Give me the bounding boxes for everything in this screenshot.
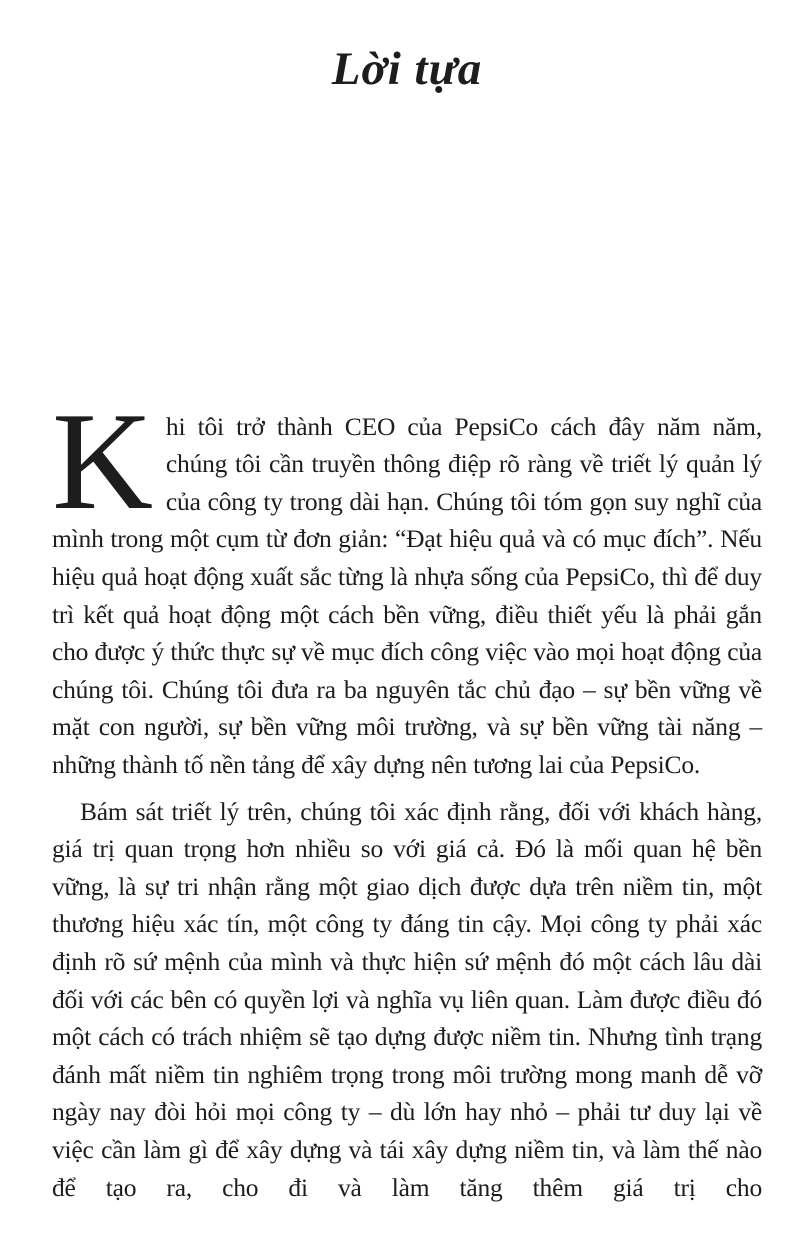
page-body <box>52 383 762 1206</box>
paragraph-1 <box>52 383 762 784</box>
page-title: Lời tựa <box>331 43 483 95</box>
paragraph-2: Bám sát triết lý trên, chúng tôi xác định rằng, đối với khách hàng, giá trị quan trọng hơn nhiều so với giá cả. Đó là mối quan hệ bền vững, là sự tri nhận rằng một giao dịch được dựa trên niềm tin, một thương hiệu xác tín, một công ty đáng tin cậy. Mọi công ty phải xác định rõ sứ mệnh của mình và thực hiện sứ mệnh đó một cách lâu dài đối với các bên có quyền lợi và nghĩa vụ liên quan. Làm được điều đó một cách có trách nhiệm sẽ tạo dựng được niềm tin. Nhưng tình trạng đánh mất niềm tin nghiêm trọng trong môi trường mong manh dễ vỡ ngày nay đòi hỏi mọi công ty – dù lớn hay nhỏ – phải tư duy lại về việc cần làm gì để xây dựng và tái xây dựng niềm tin, và làm thế nào để tạo ra, cho đi và làm tăng thêm giá trị cho <box>52 796 762 1202</box>
drop-cap: K <box>52 383 153 539</box>
paragraph-1-text: hi tôi trở thành CEO của PepsiCo cách đây năm năm, chúng tôi cần truyền thông điệp rõ ràng về triết lý quản lý của công ty trong dài hạn. Chúng tôi tóm gọn suy nghĩ của mình trong một cụm từ đơn giản: “Đạt hiệu quả và có mục đích”. Nếu hiệu quả hoạt động xuất sắc từng là nhựa sống của PepsiCo, thì để duy trì kết quả hoạt động một cách bền vững, điều thiết yếu là phải gắn cho được ý thức thực sự về mục đích công việc vào mọi hoạt động của chúng tôi. Chúng tôi đưa ra ba nguyên tắc chủ đạo – sự bền vững về mặt con người, sự bền vững môi trường, và sự bền vững tài năng – những thành tố nền tảng để xây dựng nên tương lai của PepsiCo. <box>52 411 762 780</box>
